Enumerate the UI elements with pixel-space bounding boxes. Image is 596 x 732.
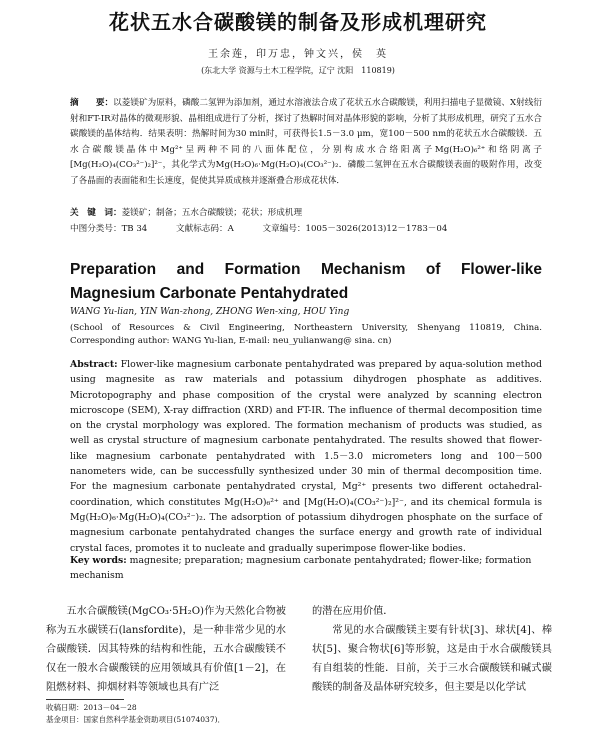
title-english-line1 xyxy=(70,258,542,282)
title-word: Formation xyxy=(224,261,301,278)
author-list-chinese: 王余莲，印万忠，钟文兴，侯 英 xyxy=(208,49,388,60)
body-column-left: 五水合碳酸镁(MgCO₃·5H₂O)作为天然化合物被称为五水碳镁石(lansfordite)，是一种非常少见的水合碳酸镁．因其特殊的结构和性能，五水合碳酸镁不仅在一般水合碳酸镁的应用领域具有价值[1－2]，在阻燃材料、抑烟材料等领域也具有广泛 xyxy=(46,606,286,693)
keywords-english xyxy=(70,553,542,583)
abstract-chinese xyxy=(70,96,542,189)
keywords-chinese xyxy=(70,206,302,218)
footnote xyxy=(46,702,225,726)
title-word: of xyxy=(425,261,441,278)
keywords-chinese-text: 菱镁矿；制备；五水合碳酸镁；花状；形成机理 xyxy=(121,208,303,218)
abstract-english-text: Flower-like magnesium carbonate pentahydrated was prepared by aqua-solution method using magnesite as raw materials and potassium dihydrogen phosphate as additives. Microtopography and phase composition of the crystal were analyzed by scanning electron microscope (SEM), X-ray diffraction (XRD) and FT-IR. The influence of thermal decomposition time on the crystal morphology was explored. The formation mechanism of products was studied, as well as crystal structure of magnesium carbonate pentahydrated. The results showed that flower-like magnesium carbonate pentahydrated with 1.5－3.0 micrometers long and 100－500 nanometers wide, can be successfully synthesized under 30 min of thermal decomposition time. For the magnesium carbonate pentahydrated crystal, Mg²⁺ presents two different octahedral-coordination, which constitutes Mg(H₂O)₆²⁺ and [Mg(H₂O)₄(CO₃²⁻)₂]²⁻, and its chemical formula is Mg(H₂O)₆·Mg(H₂O)₄(CO₃²⁻)₂. The adsorption of potassium dihydrogen phosphate on the surface of magnesium carbonate pentahydrated changes the surface energy and growth rate of individual crystal faces, promotes it to nucleate and gradually superimpose flower-like bodies. xyxy=(70,359,542,554)
keywords-english-text: magnesite; preparation; magnesium carbonate pentahydrated; flower-like; formation mechanism xyxy=(70,555,532,581)
keywords-english-label: Key words: xyxy=(70,555,127,566)
footnote-fund: 基金项目：国家自然科学基金资助项目(51074037)． xyxy=(46,715,226,724)
abstract-chinese-label: 摘 要： xyxy=(70,98,114,108)
title-word: Mechanism xyxy=(320,261,406,278)
affiliation-chinese: (东北大学 资源与土木工程学院，辽宁 沈阳 110819) xyxy=(201,66,395,75)
title-word: Preparation xyxy=(70,261,157,278)
document-code: 文献标志码：A xyxy=(176,224,234,234)
footnote-received-date: 收稿日期：2013－04－28 xyxy=(46,703,137,712)
article-number: 文章编号：1005－3026(2013)12－1783－04 xyxy=(262,224,448,234)
title-word: and xyxy=(176,261,205,278)
clc-number: 中图分类号：TB 34 xyxy=(70,224,148,234)
affiliation-english: (School of Resources & Civil Engineering, Northeastern University, Shenyang 110819, China. Corresponding author: WANG Yu-lian, E-mail: neu_yulianwang@ sina. cn) xyxy=(70,323,542,346)
body-right-first-line: 的潜在应用价值． xyxy=(312,606,394,617)
classification-row xyxy=(70,222,542,234)
title-word: Flower-like xyxy=(460,261,542,278)
abstract-english xyxy=(70,357,542,556)
abstract-english-label: Abstract: xyxy=(70,359,118,370)
paper-title-english xyxy=(70,258,542,306)
footnote-divider xyxy=(46,699,124,700)
abstract-chinese-text: 以菱镁矿为原料，磷酸二氢钾为添加剂，通过水溶液法合成了花状五水合碳酸镁，利用扫描电子显微镜、X射线衍射和FT-IR对晶体的微观形貌、晶相组成进行了分析，探讨了热解时间对晶体形貌的影响，分析了其形成机理，研究了五水合碳酸镁的晶体结构．结果表明：热解时间为30 min时，可获得长1.5－3.0 μm，宽100－500 nm的花状五水合碳酸镁．五水合碳酸镁晶体中Mg²⁺呈两种不同的八面体配位，分别构成水合络阳离子Mg(H₂O)₆²⁺和络阴离子[Mg(H₂O)₄(CO₃²⁻)₂]²⁻，其化学式为Mg(H₂O)₆·Mg(H₂O)₄(CO₃²⁻)₂．磷酸二氢钾在五水合碳酸镁表面的吸附作用，改变了各晶面的表面能和生长速度，促使其异质成核并逐渐叠合形成花状体． xyxy=(70,98,542,186)
keywords-chinese-label: 关 键 词： xyxy=(70,208,122,218)
body-right-paragraph: 常见的水合碳酸镁主要有针状[3]、球状[4]、棒状[5]、聚合物状[6]等形貌，这是由于水合碳酸镁具有自组装的性能．目前，关于三水合碳酸镁和碱式碳酸镁的制备及晶体研究较多，但主要是以化学试 xyxy=(312,625,552,693)
paper-title-chinese: 花状五水合碳酸镁的制备及形成机理研究 xyxy=(109,10,487,34)
author-list-english: WANG Yu-lian, YIN Wan-zhong, ZHONG Wen-xing, HOU Ying xyxy=(70,307,350,317)
title-english-line2: Magnesium Carbonate Pentahydrated xyxy=(70,285,349,302)
body-column-right xyxy=(312,602,552,697)
